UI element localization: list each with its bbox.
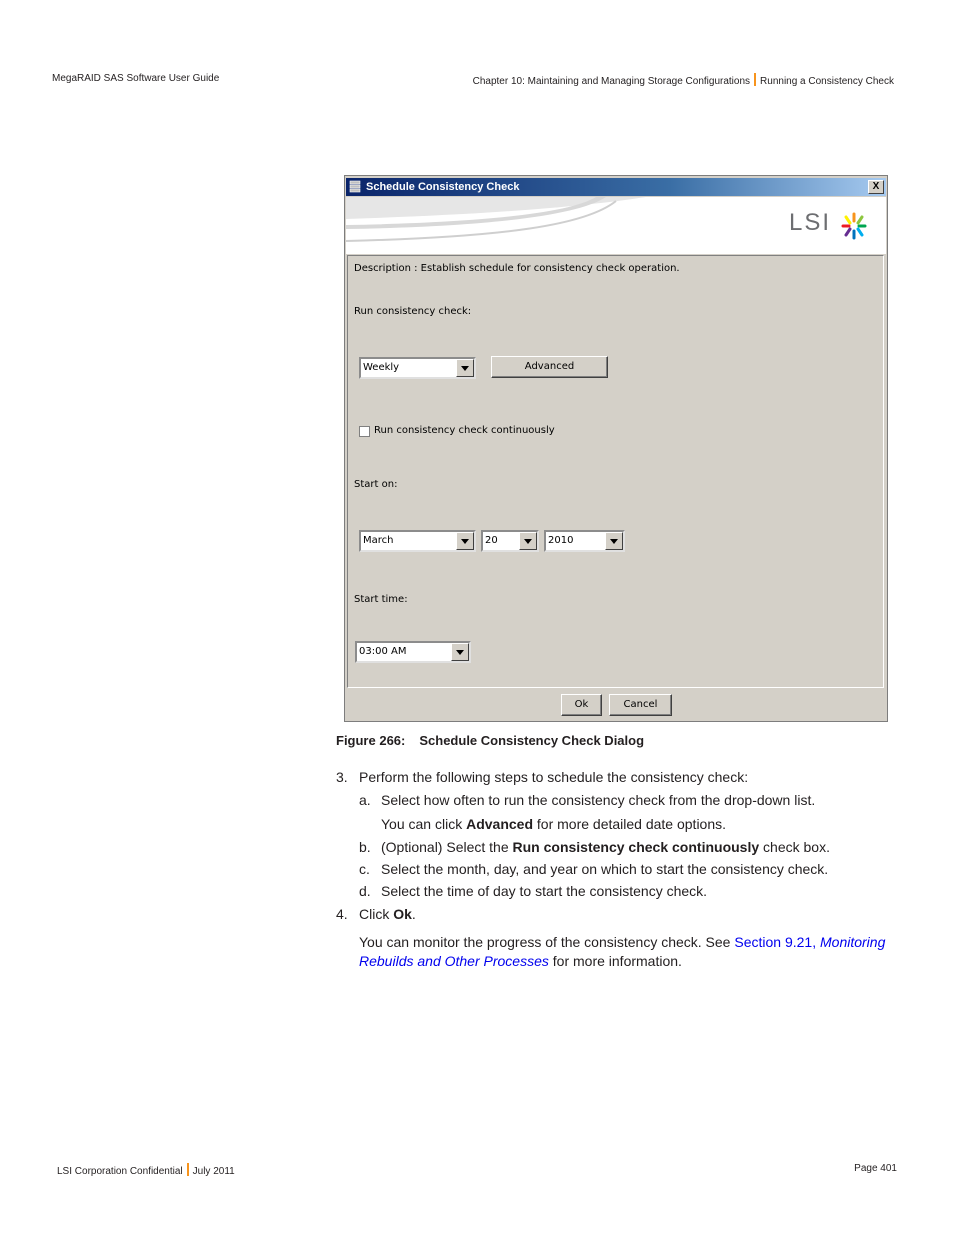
year-dropdown[interactable] [544, 530, 625, 552]
substep-a-marker: a. [359, 792, 371, 808]
lsi-logo-text: LSI [789, 209, 832, 236]
figure-number: Figure 266: [336, 733, 406, 748]
day-value: 20 [485, 535, 498, 546]
footer-left [57, 1163, 235, 1177]
ok-button[interactable]: Ok [561, 694, 602, 716]
continuous-checkbox[interactable] [359, 426, 370, 437]
monitoring-section-link[interactable] [734, 934, 885, 950]
chevron-down-icon[interactable] [451, 643, 469, 661]
step-3-text: Perform the following steps to schedule the consistency check: [359, 769, 749, 785]
chevron-down-icon[interactable] [456, 359, 474, 377]
lsi-logo-icon [839, 211, 869, 241]
step-4-text [359, 906, 416, 922]
substep-d-marker: d. [359, 883, 371, 899]
page-number: Page 401 [854, 1163, 897, 1174]
monitor-text: for more information. [548, 953, 682, 969]
month-dropdown[interactable] [359, 530, 476, 552]
step4-text: . [411, 906, 416, 922]
continuous-label: Run consistency check continuously [374, 425, 555, 436]
frequency-dropdown[interactable] [359, 357, 476, 379]
time-dropdown[interactable] [355, 641, 471, 663]
time-value: 03:00 AM [359, 646, 407, 657]
running-header-right [473, 73, 894, 87]
note-text: for more detailed date options. [533, 816, 727, 832]
note-bold: Advanced [466, 816, 534, 832]
day-dropdown[interactable] [481, 530, 539, 552]
monitor-paragraph-line2 [359, 953, 682, 969]
schedule-consistency-check-dialog [344, 175, 888, 722]
link-section: Section 9.21, [734, 934, 820, 950]
dialog-content-panel [347, 255, 884, 688]
cancel-button[interactable]: Cancel [609, 694, 672, 716]
step-4-number: 4. [336, 906, 348, 922]
advanced-button[interactable]: Advanced [491, 356, 608, 378]
chevron-down-icon[interactable] [605, 532, 623, 550]
window-icon [349, 180, 361, 194]
substep-a-note [381, 816, 726, 832]
month-value: March [363, 535, 394, 546]
header-section: Running a Consistency Check [760, 76, 894, 87]
header-separator [754, 73, 756, 86]
dialog-titlebar [346, 178, 886, 196]
substep-b-text [381, 839, 830, 855]
monitor-paragraph-line1 [359, 934, 885, 950]
monitor-text: You can monitor the progress of the consistency check. See [359, 934, 735, 950]
footer-company: LSI Corporation Confidential [57, 1166, 183, 1177]
substep-b-marker: b. [359, 839, 371, 855]
start-on-label: Start on: [354, 479, 398, 490]
substep-c-marker: c. [359, 861, 370, 877]
b-text: (Optional) Select the [381, 839, 513, 855]
note-text: You can click [381, 816, 467, 832]
run-consistency-label: Run consistency check: [354, 306, 472, 317]
chevron-down-icon[interactable] [519, 532, 537, 550]
close-button[interactable]: X [868, 180, 884, 194]
figure-caption [336, 733, 644, 748]
monitoring-section-link-cont[interactable] [359, 953, 549, 969]
chevron-down-icon[interactable] [456, 532, 474, 550]
start-time-label: Start time: [354, 594, 408, 605]
figure-title: Schedule Consistency Check Dialog [419, 733, 645, 748]
dialog-title: Schedule Consistency Check [366, 181, 520, 193]
year-value: 2010 [548, 535, 574, 546]
substep-a-text: Select how often to run the consistency check from the drop-down list. [381, 792, 816, 808]
step4-bold: Ok [393, 906, 412, 922]
footer-separator [187, 1163, 189, 1176]
link-italic: Rebuilds and Other Processes [359, 953, 549, 969]
header-chapter: Chapter 10: Maintaining and Managing Storage Configurations [472, 76, 751, 87]
link-italic: Monitoring [820, 934, 886, 950]
b-bold: Run consistency check continuously [512, 839, 760, 855]
substep-c-text: Select the month, day, and year on which to start the consistency check. [381, 861, 829, 877]
frequency-value: Weekly [363, 362, 400, 373]
dialog-banner [346, 197, 886, 254]
substep-d-text: Select the time of day to start the consistency check. [381, 883, 708, 899]
description-label: Description : Establish schedule for consistency check operation. [354, 263, 680, 274]
step-3-number: 3. [336, 769, 348, 785]
running-header-left: MegaRAID SAS Software User Guide [52, 73, 220, 84]
footer-date: July 2011 [192, 1166, 235, 1177]
b-text: check box. [759, 839, 830, 855]
step4-text: Click [359, 906, 394, 922]
